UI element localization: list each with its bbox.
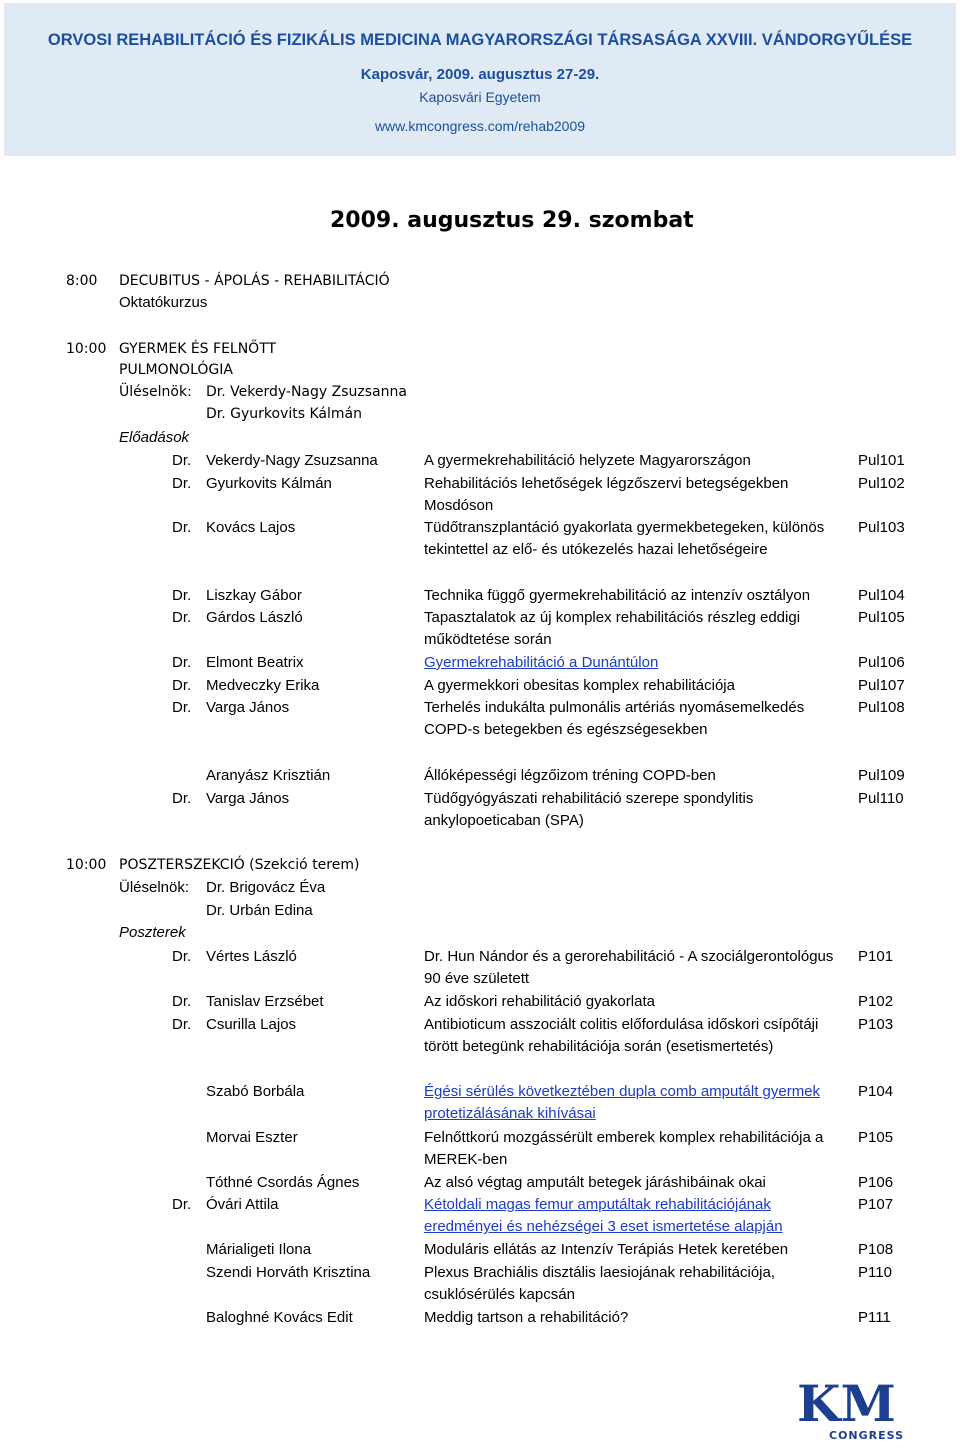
talk-code: P107	[858, 1196, 894, 1213]
session-2-list-label: Előadások	[119, 429, 190, 446]
session-1-time: 8:00	[66, 273, 98, 289]
talk-code: P101	[858, 948, 894, 965]
author-name: Liszkay Gábor	[206, 587, 302, 604]
author-prefix: Dr.	[172, 609, 192, 626]
talk-title: Tüdőtranszplantáció gyakorlata gyermekbetegeken, különös tekintettel az elő- és utókezelés hazai lehetőségeire	[424, 519, 825, 559]
session-3-list-label: Poszterek	[119, 924, 186, 941]
talk-title: Plexus Brachiális disztális laesiojának rehabilitációja, csuklósérülés kapcsán	[424, 1264, 776, 1304]
logo-letters: KM	[797, 1374, 896, 1433]
talk-title: Az időskori rehabilitáció gyakorlata	[424, 993, 655, 1010]
author-name: Elmont Beatrix	[206, 654, 304, 671]
author-name: Tóthné Csordás Ágnes	[206, 1174, 360, 1191]
session-2-chairs-label: Üléselnök:	[119, 384, 192, 400]
author-prefix: Dr.	[172, 948, 192, 965]
talk-title: Az alsó végtag amputált betegek járáshibáinak okai	[424, 1174, 766, 1191]
talk-code: P104	[858, 1083, 894, 1100]
author-prefix: Dr.	[172, 587, 192, 604]
author-prefix: Dr.	[172, 699, 192, 716]
session-1-subtitle: Oktatókurzus	[119, 294, 208, 311]
talk-code: P108	[858, 1241, 894, 1258]
author-name: Varga János	[206, 699, 290, 716]
session-3-chairs-label: Üléselnök:	[119, 879, 190, 896]
talk-title: Állóképességi légzőizom tréning COPD-ben	[424, 767, 716, 784]
km-congress-logo	[793, 1373, 923, 1443]
author-name: Csurilla Lajos	[206, 1016, 297, 1033]
author-name: Baloghné Kovács Edit	[206, 1309, 353, 1326]
logo-subtext: CONGRESS	[829, 1429, 904, 1442]
talk-title: Felnőttkorú mozgássérült emberek komplex rehabilitációja a MEREK-ben	[424, 1129, 824, 1169]
author-name: Medveczky Erika	[206, 677, 320, 694]
talk-title: Dr. Hun Nándor és a gerorehabilitáció - A szociálgerontológus 90 éve született	[424, 948, 834, 988]
author-prefix: Dr.	[172, 993, 192, 1010]
author-name: Kovács Lajos	[206, 519, 296, 536]
author-name: Vekerdy-Nagy Zsuzsanna	[206, 452, 378, 469]
talk-code: Pul103	[858, 519, 905, 536]
author-prefix: Dr.	[172, 790, 192, 807]
author-name: Tanislav Erzsébet	[206, 993, 324, 1010]
talk-code: Pul106	[858, 654, 905, 671]
talk-title: A gyermekkori obesitas komplex rehabilitációja	[424, 677, 735, 694]
author-name: Vértes László	[206, 948, 297, 965]
session-1-title: DECUBITUS - ÁPOLÁS - REHABILITÁCIÓ	[119, 273, 390, 289]
author-prefix: Dr.	[172, 452, 192, 469]
event-university: Kaposvári Egyetem	[419, 89, 541, 105]
author-name: Márialigeti Ilona	[206, 1241, 312, 1258]
event-header	[4, 3, 956, 156]
talk-title: A gyermekrehabilitáció helyzete Magyarországon	[424, 452, 751, 469]
session-3-time: 10:00	[66, 857, 107, 873]
author-prefix: Dr.	[172, 475, 192, 492]
event-url[interactable]: www.kmcongress.com/rehab2009	[374, 118, 586, 134]
session-2-chair-2: Dr. Gyurkovits Kálmán	[206, 406, 362, 422]
talk-code: Pul101	[858, 452, 905, 469]
event-title: ORVOSI REHABILITÁCIÓ ÉS FIZIKÁLIS MEDICINA MAGYARORSZÁGI TÁRSASÁGA XXVIII. VÁNDORGYŰLÉSE	[47, 31, 913, 49]
talk-code: Pul105	[858, 609, 905, 626]
talk-title: Tapasztalatok az új komplex rehabilitációs részleg eddigi működtetése során	[424, 609, 801, 649]
author-name: Morvai Eszter	[206, 1129, 298, 1146]
talk-code: Pul102	[858, 475, 905, 492]
author-name: Óvári Attila	[206, 1196, 279, 1213]
talk-code: Pul104	[858, 587, 905, 604]
talk-code: P103	[858, 1016, 894, 1033]
author-name: Gyurkovits Kálmán	[206, 475, 332, 492]
talk-code: Pul107	[858, 677, 905, 694]
session-2-title-line1: GYERMEK ÉS FELNŐTT	[119, 341, 277, 357]
session-3-chair-1: Dr. Brigovácz Éva	[206, 879, 326, 896]
session-2-chair-1: Dr. Vekerdy-Nagy Zsuzsanna	[206, 384, 407, 400]
talk-title: Technika függő gyermekrehabilitáció az intenzív osztályon	[424, 587, 811, 604]
talk-title: Meddig tartson a rehabilitáció?	[424, 1309, 629, 1326]
session-2-time: 10:00	[66, 341, 107, 357]
talk-code: Pul110	[858, 790, 904, 807]
talk-code: P106	[858, 1174, 894, 1191]
author-name: Aranyász Krisztián	[206, 767, 331, 784]
talk-title: Rehabilitációs lehetőségek légzőszervi betegségekben Mosdóson	[424, 475, 789, 515]
talk-title: Antibioticum asszociált colitis előfordulása időskori csípőtáji törött betegünk rehabilitációja során (esetismertetés)	[424, 1016, 819, 1056]
talk-code: P111	[858, 1309, 891, 1326]
talk-code: P102	[858, 993, 894, 1010]
talk-title: Moduláris ellátás az Intenzív Terápiás Hetek keretében	[424, 1241, 789, 1258]
author-prefix: Dr.	[172, 654, 192, 671]
talk-code: Pul109	[858, 767, 905, 784]
session-3-chair-2: Dr. Urbán Edina	[206, 902, 313, 919]
event-location-date: Kaposvár, 2009. augusztus 27-29.	[360, 66, 600, 83]
author-prefix: Dr.	[172, 519, 192, 536]
talk-title[interactable]: Kétoldali magas femur amputáltak rehabilitációjának eredményei és nehézségei 3 eset ismertetése alapján	[424, 1196, 783, 1236]
session-3-title: POSZTERSZEKCIÓ (Szekció terem)	[119, 857, 360, 873]
day-heading: 2009. augusztus 29. szombat	[330, 208, 694, 233]
session-2-title-line2: PULMONOLÓGIA	[119, 362, 233, 378]
talk-title: Tüdőgyógyászati rehabilitáció szerepe spondylitis ankylopoeticaban (SPA)	[424, 790, 754, 830]
author-name: Szendi Horváth Krisztina	[206, 1264, 371, 1281]
talk-title[interactable]: Égési sérülés következtében dupla comb amputált gyermek protetizálásának kihívásai	[424, 1083, 821, 1123]
talk-code: Pul108	[858, 699, 905, 716]
author-name: Szabó Borbála	[206, 1083, 305, 1100]
talk-code: P110	[858, 1264, 892, 1281]
author-prefix: Dr.	[172, 1196, 192, 1213]
author-name: Varga János	[206, 790, 290, 807]
author-prefix: Dr.	[172, 677, 192, 694]
author-name: Gárdos László	[206, 609, 303, 626]
talk-title: Terhelés indukálta pulmonális artériás nyomásemelkedés COPD-s betegekben és egészségesekben	[424, 699, 805, 739]
author-prefix: Dr.	[172, 1016, 192, 1033]
talk-title[interactable]: Gyermekrehabilitáció a Dunántúlon	[424, 654, 659, 671]
talk-code: P105	[858, 1129, 894, 1146]
